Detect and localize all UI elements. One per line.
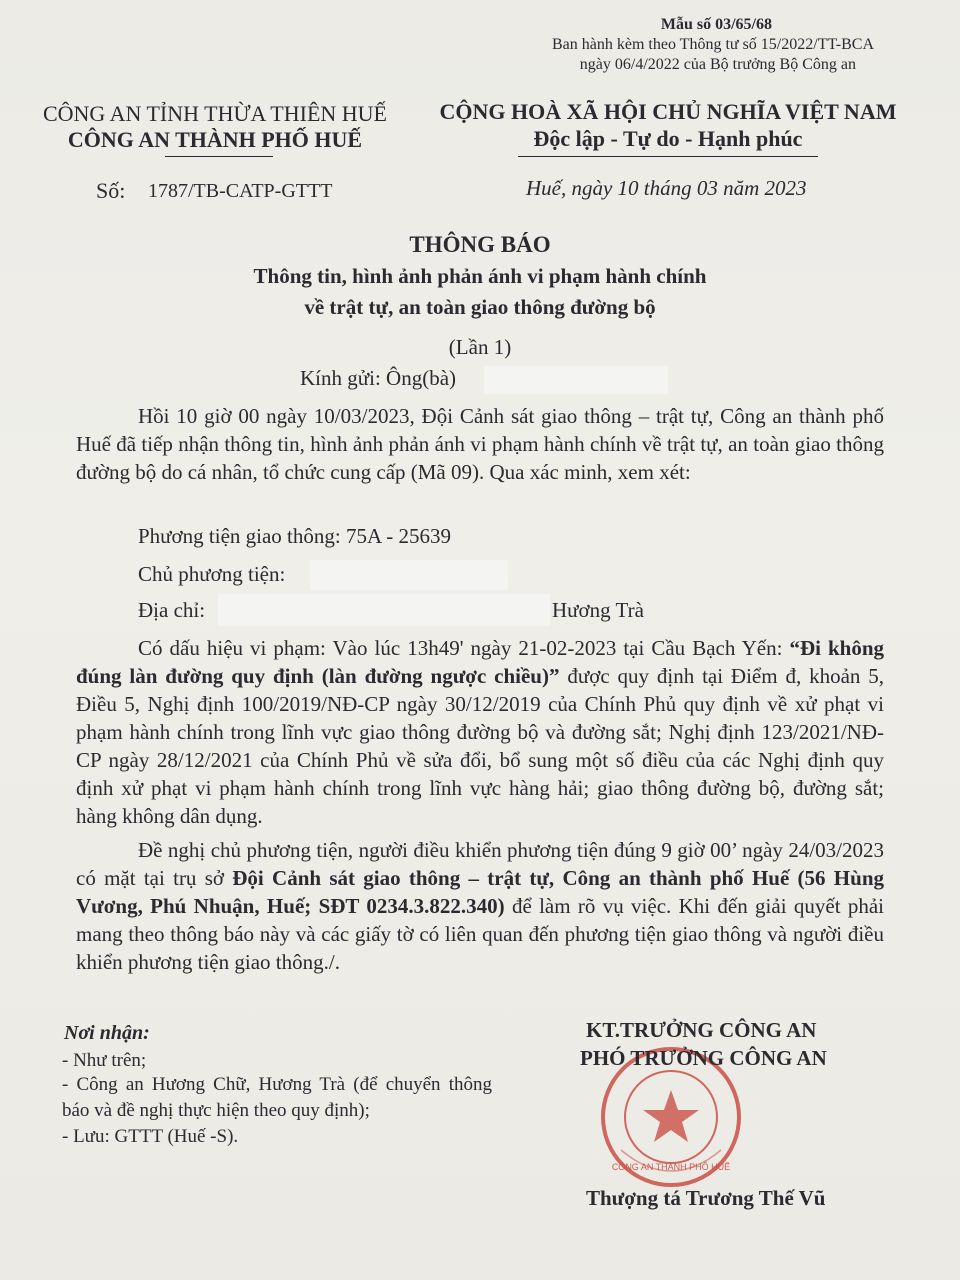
doc-title: THÔNG BÁO	[409, 232, 551, 257]
violation-quote: “Đi không đúng làn đường quy định (làn đường ngược chiều)”	[76, 636, 885, 688]
recipients-label: Nơi nhận:	[64, 1022, 150, 1044]
signer-title-1: KT.TRƯỞNG CÔNG AN	[586, 1018, 817, 1042]
redacted-address	[218, 594, 550, 626]
recipient-item: - Lưu: GTTT (Huế -S).	[62, 1126, 239, 1147]
form-code: Mẫu số 03/65/68	[660, 16, 772, 33]
request-rest: để làm rõ vụ việc. Khi đến giải quyết phải mang theo thông báo này và các giấy tờ có liên quan đến phương tiện giao thông và người điều khiển phương tiện giao thông./.	[76, 894, 885, 974]
address-tail: Hương Trà	[552, 598, 644, 622]
request-lead: Đề nghị chủ phương tiện, người điều khiển phương tiện đúng 9 giờ 00’ ngày 24/03/2023 có mặt tại trụ sở	[76, 838, 884, 890]
redacted-owner	[310, 560, 508, 590]
redacted-name	[484, 366, 668, 394]
violation-text	[76, 634, 884, 830]
request-office: Đội Cảnh sát giao thông – trật tự, Công an thành phố Huế (56 Hùng Vương, Phú Nhuận, Huế; SĐT 0234.3.822.340)	[76, 866, 885, 918]
request-text	[76, 836, 884, 976]
recipient-item: - Công an Hương Chữ, Hương Trà (để chuyển thông báo và đề nghị thực hiện theo quy định);	[62, 1074, 492, 1121]
attempt-number: (Lần 1)	[448, 335, 512, 359]
greeting: Kính gửi: Ông(bà)	[300, 366, 457, 390]
doc-number: 1787/TB-CATP-GTTT	[148, 180, 333, 202]
request-paragraph	[76, 836, 884, 976]
motto-underline	[518, 156, 818, 157]
violation-lead: Có dấu hiệu vi phạm: Vào lúc 13h49' ngày 21-02-2023 tại Cầu Bạch Yến:	[138, 636, 783, 660]
country-name: CỘNG HOÀ XÃ HỘI CHỦ NGHĨA VIỆT NAM	[439, 99, 897, 124]
doc-subtitle-1: Thông tin, hình ảnh phản ánh vi phạm hành chính	[253, 264, 707, 288]
intro-paragraph	[76, 402, 884, 486]
intro-text: Hồi 10 giờ 00 ngày 10/03/2023, Đội Cảnh sát giao thông – trật tự, Công an thành phố Huế đã tiếp nhận thông tin, hình ảnh phản ánh vi phạm hành chính về trật tự, an toàn giao thông đường bộ do cá nhân, tổ chức cung cấp (Mã 09). Qua xác minh, xem xét:	[76, 404, 884, 484]
address-label: Địa chỉ:	[138, 598, 206, 622]
form-issued-date: ngày 06/4/2022 của Bộ trưởng Bộ Công an	[579, 56, 856, 73]
agency-name: CÔNG AN THÀNH PHỐ HUẾ	[67, 127, 363, 152]
signer-title-2: PHÓ TRƯỞNG CÔNG AN	[580, 1046, 827, 1070]
vehicle-line: Phương tiện giao thông: 75A - 25639	[138, 524, 451, 548]
owner-label: Chủ phương tiện:	[138, 562, 286, 586]
doc-number-label: Số:	[96, 178, 126, 203]
seal-text: CÔNG AN THÀNH PHỐ HUẾ	[611, 1162, 731, 1172]
violation-legal-basis: được quy định tại Điểm đ, khoản 5, Điều 5, Nghị định 100/2019/NĐ-CP ngày 30/12/2019 của Chính Phủ quy định về xử phạt vi phạm hành chính trong lĩnh vực giao thông đường bộ và đường sắt; Nghị định 123/2021/NĐ-CP ngày 28/12/2021 của Chính Phủ về sửa đổi, bổ sung một số điều của các Nghị định quy định xử phạt vi phạm hành chính trong lĩnh vực hàng hải; giao thông đường bộ, đường sắt; hàng không dân dụng.	[76, 664, 884, 828]
signer-name: Thượng tá Trương Thế Vũ	[586, 1186, 826, 1210]
doc-subtitle-2: về trật tự, an toàn giao thông đường bộ	[304, 295, 656, 319]
agency-parent: CÔNG AN TỈNH THỪA THIÊN HUẾ	[42, 101, 387, 126]
place-date: Huế, ngày 10 tháng 03 năm 2023	[526, 176, 807, 200]
motto: Độc lập - Tự do - Hạnh phúc	[533, 126, 803, 151]
recipient-item: - Như trên;	[62, 1050, 147, 1071]
violation-paragraph	[76, 634, 884, 830]
form-issued-line: Ban hành kèm theo Thông tư số 15/2022/TT-BCA	[552, 36, 874, 53]
agency-underline	[165, 156, 273, 157]
